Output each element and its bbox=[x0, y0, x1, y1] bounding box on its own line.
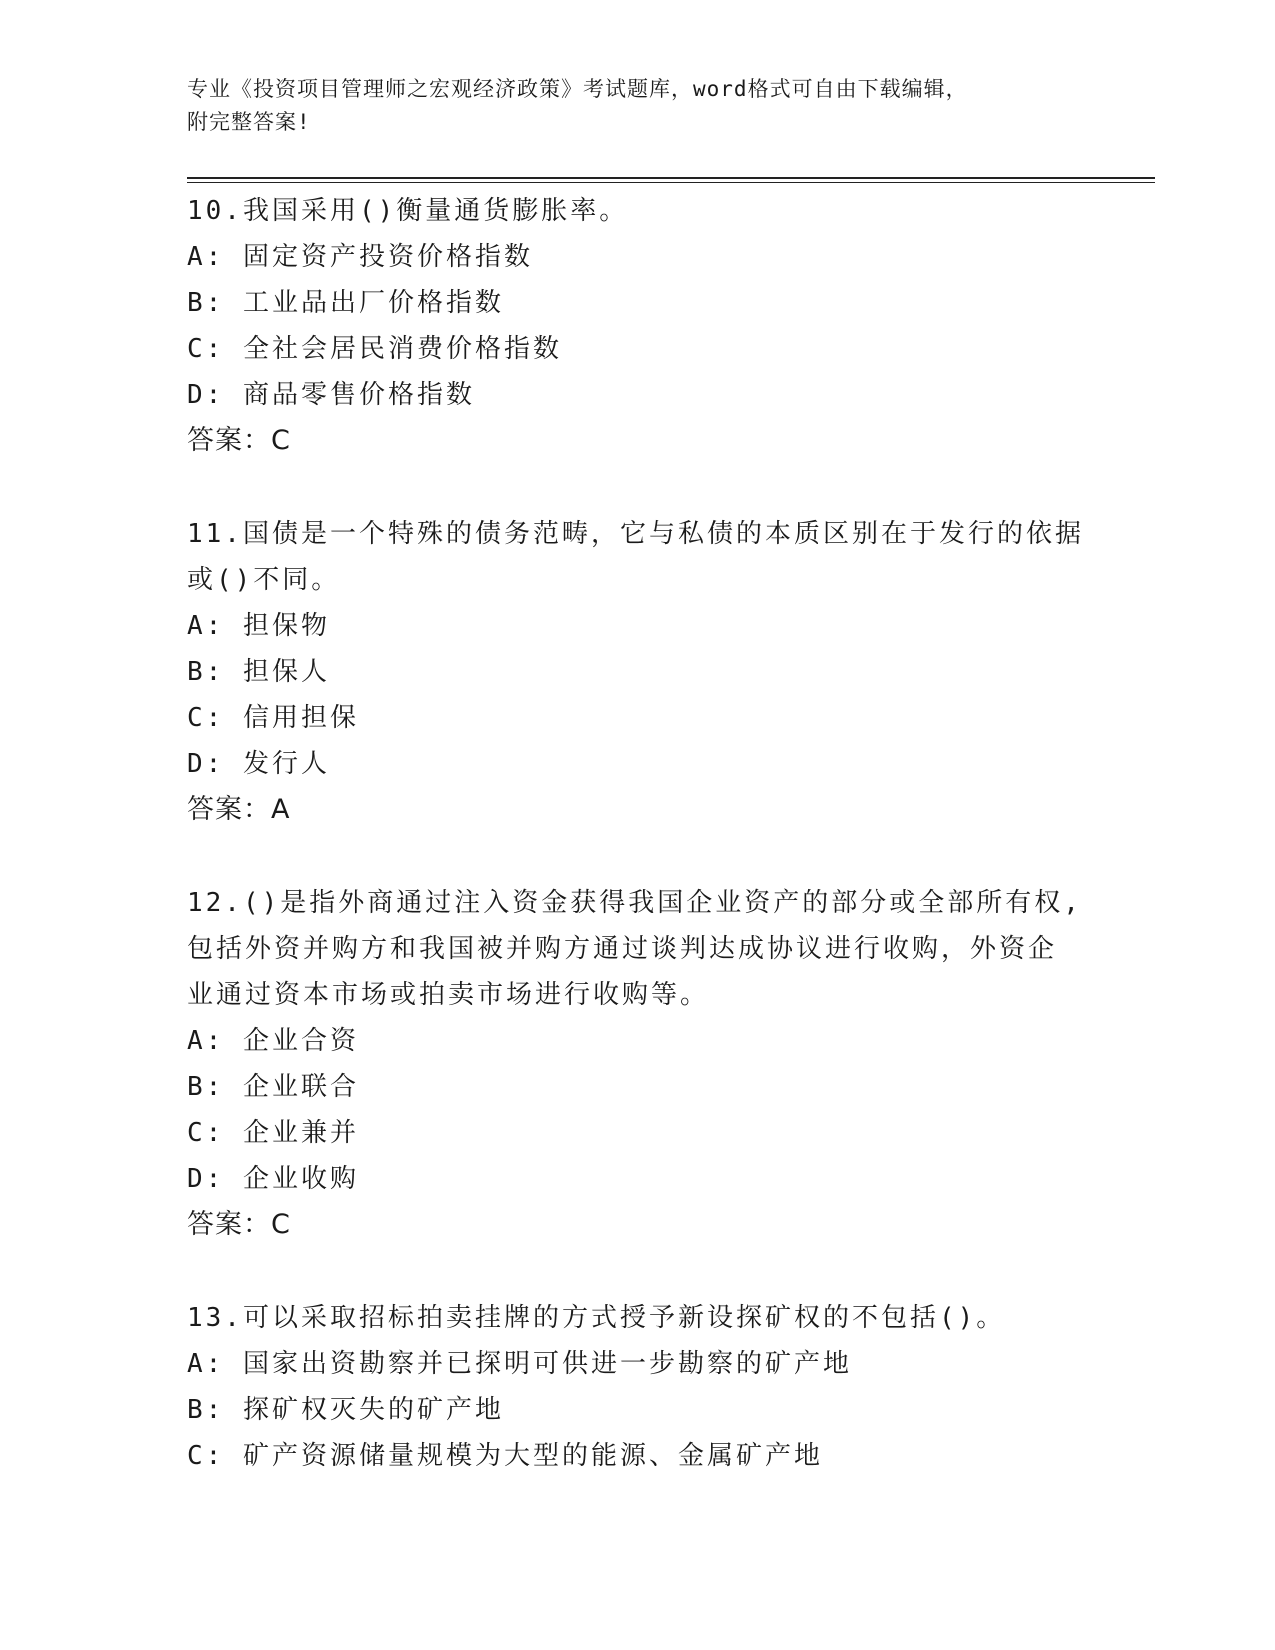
question-list bbox=[187, 188, 1087, 1526]
option-b: B: 探矿权灭失的矿产地 bbox=[187, 1395, 504, 1425]
header-divider-thick bbox=[187, 177, 1155, 179]
option-b: B: 工业品出厂价格指数 bbox=[187, 288, 504, 318]
option-a: A: 固定资产投资价格指数 bbox=[187, 242, 533, 272]
answer-line: 答案：C bbox=[187, 1209, 291, 1240]
question-stem: 12.()是指外商通过注入资金获得我国企业资产的部分或全部所有权, bbox=[187, 888, 1082, 918]
option-c: C: 全社会居民消费价格指数 bbox=[187, 334, 562, 364]
question-10 bbox=[187, 188, 1087, 464]
document-header bbox=[187, 73, 1067, 139]
header-line-2: 附完整答案! bbox=[187, 110, 311, 134]
option-a: A: 国家出资勘察并已探明可供进一步勘察的矿产地 bbox=[187, 1349, 852, 1379]
option-c: C: 矿产资源储量规模为大型的能源、金属矿产地 bbox=[187, 1441, 823, 1471]
answer-line: 答案：A bbox=[187, 794, 291, 825]
option-b: B: 担保人 bbox=[187, 657, 330, 687]
option-c: C: 企业兼并 bbox=[187, 1118, 359, 1148]
option-c: C: 信用担保 bbox=[187, 703, 359, 733]
question-stem: 13.可以采取招标拍卖挂牌的方式授予新设探矿权的不包括()。 bbox=[187, 1303, 1006, 1333]
question-stem-continued: 或()不同。 bbox=[187, 565, 341, 595]
option-a: A: 担保物 bbox=[187, 611, 330, 641]
question-13 bbox=[187, 1295, 1087, 1479]
option-b: B: 企业联合 bbox=[187, 1072, 359, 1102]
option-d: D: 企业收购 bbox=[187, 1164, 359, 1194]
question-stem: 10.我国采用()衡量通货膨胀率。 bbox=[187, 196, 629, 226]
question-stem: 11.国债是一个特殊的债务范畴，它与私债的本质区别在于发行的依据 bbox=[187, 519, 1084, 549]
option-d: D: 商品零售价格指数 bbox=[187, 380, 475, 410]
question-stem-continued: 业通过资本市场或拍卖市场进行收购等。 bbox=[187, 980, 710, 1010]
answer-line: 答案：C bbox=[187, 425, 291, 456]
option-d: D: 发行人 bbox=[187, 749, 330, 779]
question-11 bbox=[187, 511, 1087, 833]
header-line-1: 专业《投资项目管理师之宏观经济政策》考试题库，word格式可自由下载编辑， bbox=[187, 77, 968, 101]
header-divider-thin bbox=[187, 182, 1155, 183]
question-stem-continued: 包括外资并购方和我国被并购方通过谈判达成协议进行收购，外资企 bbox=[187, 934, 1058, 964]
question-12 bbox=[187, 880, 1087, 1248]
option-a: A: 企业合资 bbox=[187, 1026, 359, 1056]
